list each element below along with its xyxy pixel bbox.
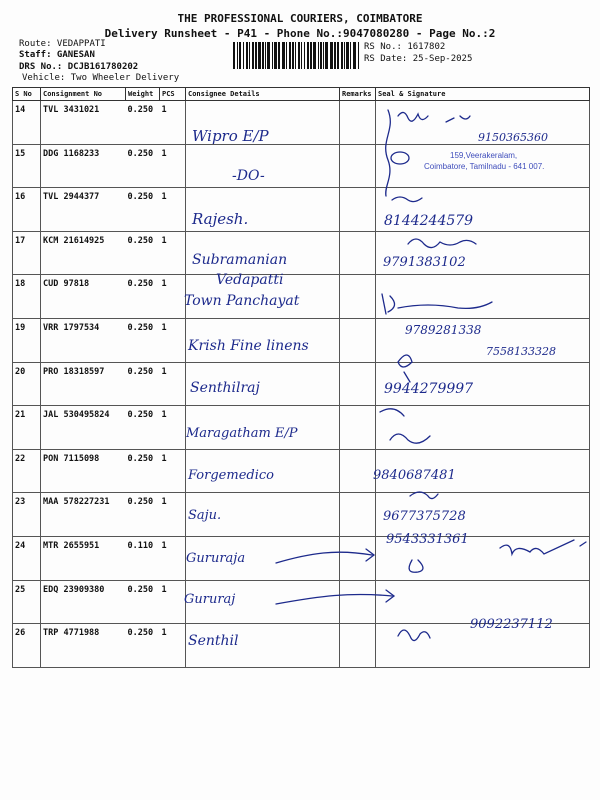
- staff-label: Staff: GANESAN: [19, 50, 95, 60]
- pcs-cell: 1: [160, 318, 186, 362]
- column-header: Seal & Signature: [376, 88, 590, 101]
- signature-scribble: [380, 409, 404, 416]
- signature-scribble: [392, 197, 422, 202]
- weight-cell: 0.250: [126, 449, 160, 493]
- consignment-cell: MAA 578227231: [41, 493, 126, 537]
- handwritten-consignee: Rajesh.: [192, 210, 249, 228]
- column-header: Weight: [126, 88, 160, 101]
- consignment-cell: DDG 1168233: [41, 144, 126, 188]
- sno-cell: 16: [13, 188, 41, 232]
- pcs-cell: 1: [160, 188, 186, 232]
- handwritten-phone: 9789281338: [405, 323, 482, 337]
- handwritten-phone: 9677375728: [383, 509, 466, 524]
- handwritten-phone: 9092237112: [470, 617, 553, 632]
- vehicle-label: Vehicle: Two Wheeler Delivery: [22, 73, 180, 83]
- column-header: Consignment No: [41, 88, 126, 101]
- handwritten-consignee: Town Panchayat: [184, 293, 300, 309]
- pcs-cell: 1: [160, 231, 186, 275]
- handwritten-phone: 7558133328: [486, 345, 556, 358]
- handwritten-consignee: Wipro E/P: [192, 127, 269, 145]
- consignment-cell: TVL 3431021: [41, 101, 126, 145]
- handwritten-consignee: Senthil: [188, 633, 239, 649]
- route-label: Route: VEDAPPATI: [19, 39, 106, 49]
- handwritten-consignee: Saju.: [188, 508, 222, 523]
- sno-cell: 14: [13, 101, 41, 145]
- weight-cell: 0.250: [126, 580, 160, 624]
- consignment-cell: TRP 4771988: [41, 624, 126, 668]
- handwritten-consignee: Gururaja: [186, 551, 246, 566]
- sno-cell: 18: [13, 275, 41, 319]
- column-header: Consignee Details: [186, 88, 340, 101]
- pcs-cell: 1: [160, 624, 186, 668]
- signature-scribble: [410, 492, 438, 499]
- pcs-cell: 1: [160, 493, 186, 537]
- weight-cell: 0.250: [126, 362, 160, 406]
- arrow-line: [276, 552, 372, 563]
- consignment-cell: MTR 2655951: [41, 536, 126, 580]
- stamp-line: 159,Veerakeralam,: [450, 151, 518, 160]
- handwritten-phone: 9840687481: [373, 468, 456, 483]
- pcs-cell: 1: [160, 101, 186, 145]
- weight-cell: 0.250: [126, 493, 160, 537]
- document-subtitle: Delivery Runsheet - P41 - Phone No.:9047080280 - Page No.:2: [104, 27, 496, 40]
- handwritten-phone: 9944279997: [384, 381, 474, 397]
- handwritten-consignee: Maragatham E/P: [186, 426, 298, 441]
- sno-cell: 19: [13, 318, 41, 362]
- signature-scribble: [391, 152, 409, 164]
- handwritten-consignee: Vedapatti: [216, 272, 284, 288]
- column-header: S No: [13, 88, 41, 101]
- signature-scribble: [382, 294, 492, 314]
- document-title: THE PROFESSIONAL COURIERS, COIMBATORE: [177, 12, 423, 25]
- consignment-cell: VRR 1797534: [41, 318, 126, 362]
- consignment-cell: PRO 18318597: [41, 362, 126, 406]
- signature-scribble: [398, 112, 470, 122]
- signature-scribble: [398, 630, 430, 641]
- weight-cell: 0.250: [126, 318, 160, 362]
- pcs-cell: 1: [160, 275, 186, 319]
- sno-cell: 26: [13, 624, 41, 668]
- consignment-cell: EDQ 23909380: [41, 580, 126, 624]
- pcs-cell: 1: [160, 362, 186, 406]
- sno-cell: 20: [13, 362, 41, 406]
- pcs-cell: 1: [160, 449, 186, 493]
- pcs-cell: 1: [160, 536, 186, 580]
- consignment-cell: JAL 530495824: [41, 406, 126, 450]
- weight-cell: 0.250: [126, 231, 160, 275]
- signature-scribble: [409, 560, 423, 572]
- weight-cell: 0.250: [126, 624, 160, 668]
- sno-cell: 22: [13, 449, 41, 493]
- signature-scribble: [500, 540, 574, 554]
- weight-cell: 0.110: [126, 536, 160, 580]
- weight-cell: 0.250: [126, 275, 160, 319]
- handwritten-phone: 9150365360: [478, 131, 548, 144]
- handwritten-phone: 9543331361: [386, 532, 469, 547]
- handwritten-consignee: Senthilraj: [190, 380, 260, 396]
- consignment-cell: TVL 2944377: [41, 188, 126, 232]
- signature-scribble: [580, 542, 586, 546]
- stamp-line: Coimbatore, Tamilnadu - 641 007.: [424, 162, 545, 171]
- signature-scribble: [408, 239, 476, 248]
- weight-cell: 0.250: [126, 188, 160, 232]
- column-header: PCS: [160, 88, 186, 101]
- sno-cell: 25: [13, 580, 41, 624]
- sno-cell: 17: [13, 231, 41, 275]
- handwritten-consignee: Forgemedico: [188, 468, 274, 483]
- pcs-cell: 1: [160, 406, 186, 450]
- brace-mark: [386, 110, 391, 196]
- consignment-cell: PON 7115098: [41, 449, 126, 493]
- drs-number: DRS No.: DCJB161780202: [19, 62, 139, 72]
- signature-scribble: [398, 355, 412, 382]
- sno-cell: 21: [13, 406, 41, 450]
- pcs-cell: 1: [160, 580, 186, 624]
- sno-cell: 24: [13, 536, 41, 580]
- signature-scribble: [390, 434, 430, 443]
- pcs-cell: 1: [160, 144, 186, 188]
- column-header: Remarks: [340, 88, 376, 101]
- rs-date: RS Date: 25-Sep-2025: [364, 54, 473, 64]
- handwritten-consignee: Krish Fine linens: [188, 338, 309, 354]
- handwritten-phone: 9791383102: [383, 255, 466, 270]
- handwritten-phone: 8144244579: [384, 213, 474, 229]
- weight-cell: 0.250: [126, 101, 160, 145]
- weight-cell: 0.250: [126, 406, 160, 450]
- handwritten-consignee: Gururaj: [184, 592, 236, 607]
- sno-cell: 23: [13, 493, 41, 537]
- consignment-cell: CUD 97818: [41, 275, 126, 319]
- consignment-cell: KCM 21614925: [41, 231, 126, 275]
- rs-number: RS No.: 1617802: [364, 42, 446, 52]
- arrow-line: [276, 594, 392, 604]
- weight-cell: 0.250: [126, 144, 160, 188]
- handwritten-consignee: Subramanian: [192, 252, 288, 268]
- sno-cell: 15: [13, 144, 41, 188]
- handwritten-consignee: -DO-: [232, 168, 265, 184]
